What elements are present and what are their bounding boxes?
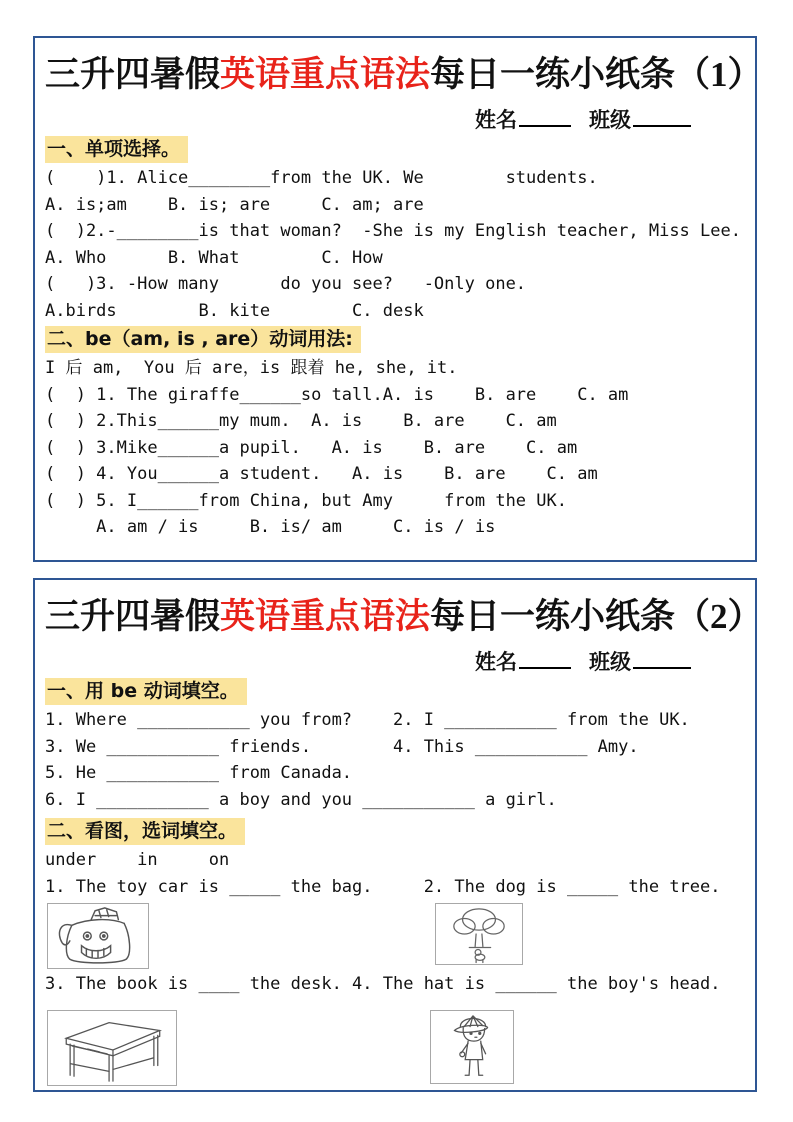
title-pre: 三升四暑假 (45, 55, 221, 94)
section-heading-fill-be: 一、用 be 动词填空。 (45, 678, 247, 705)
question-line: 6. I ___________ a boy and you ___________ a girl. (45, 789, 557, 810)
title-pre: 三升四暑假 (45, 597, 221, 636)
word-bank: under in on (45, 850, 230, 870)
figure-row-1 (47, 903, 747, 969)
question-line: 1. The toy car is _____ the bag. 2. The dog is _____ the tree. (45, 876, 721, 897)
class-blank (633, 649, 691, 669)
name-class-line (45, 648, 747, 676)
schoolbag-toy-car-image (47, 903, 149, 969)
boy-with-cap-image (430, 1010, 514, 1084)
dog-under-tree-image (435, 903, 523, 965)
worksheet-page-2 (33, 578, 763, 1092)
options-line: A. Who B. What C. How (45, 247, 383, 268)
class-label: 班级 (589, 108, 631, 132)
name-class-line (45, 106, 747, 134)
title-red-highlight: 英语重点语法 (220, 55, 431, 94)
question-line: ( ) 4. You______a student. A. is B. are C. am (45, 464, 598, 484)
options-line: A.birds B. kite C. desk (45, 300, 424, 321)
question-line: 1. Where ___________ you from? 2. I ___________ from the UK. (45, 710, 690, 730)
class-blank (633, 107, 691, 127)
section-heading-picture-words: 二、看图，选词填空。 (45, 818, 245, 845)
section-heading-choice: 一、单项选择。 (45, 136, 188, 163)
title-post: 每日一练小纸条（2） (430, 597, 763, 636)
question-line: ( ) 2.This______my mum. A. is B. are C. am (45, 411, 557, 431)
question-line: ( )3. -How many do you see? -Only one. (45, 274, 527, 294)
name-blank (519, 107, 571, 127)
class-label: 班级 (589, 650, 631, 674)
question-line: 5. He ___________ from Canada. (45, 763, 353, 783)
desk-image (47, 1010, 177, 1086)
question-line: ( ) 5. I______from China, but Amy from the UK. (45, 490, 567, 511)
title-red-highlight: 英语重点语法 (220, 597, 431, 636)
figure-row-2 (47, 1010, 747, 1086)
title-post: 每日一练小纸条（1） (430, 55, 763, 94)
page-title (45, 53, 763, 97)
section-heading-be-verbs: 二、be（am, is , are）动词用法: (45, 326, 361, 353)
name-label: 姓名 (475, 650, 517, 674)
options-line: A. am / is B. is/ am C. is / is (45, 517, 496, 537)
question-line: 3. The book is ____ the desk. 4. The hat is ______ the boy's head. (45, 974, 721, 994)
question-line: 3. We ___________ friends. 4. This ___________ Amy. (45, 736, 639, 757)
name-label: 姓名 (475, 108, 517, 132)
question-line: ( )1. Alice________from the UK. We students. (45, 168, 598, 188)
question-line: ( ) 1. The giraffe______so tall.A. is B. are C. am (45, 384, 629, 405)
page-title (45, 595, 763, 639)
question-line: ( )2.-________is that woman? -She is my English teacher, Miss Lee. (45, 221, 741, 241)
rule-line: I 后 am, You 后 are，is 跟着 he, she, it. (45, 358, 458, 378)
options-line: A. is;am B. is; are C. am; are (45, 194, 424, 215)
question-line: ( ) 3.Mike______a pupil. A. is B. are C. am (45, 437, 578, 458)
name-blank (519, 649, 571, 669)
worksheet-page-1 (33, 36, 763, 562)
